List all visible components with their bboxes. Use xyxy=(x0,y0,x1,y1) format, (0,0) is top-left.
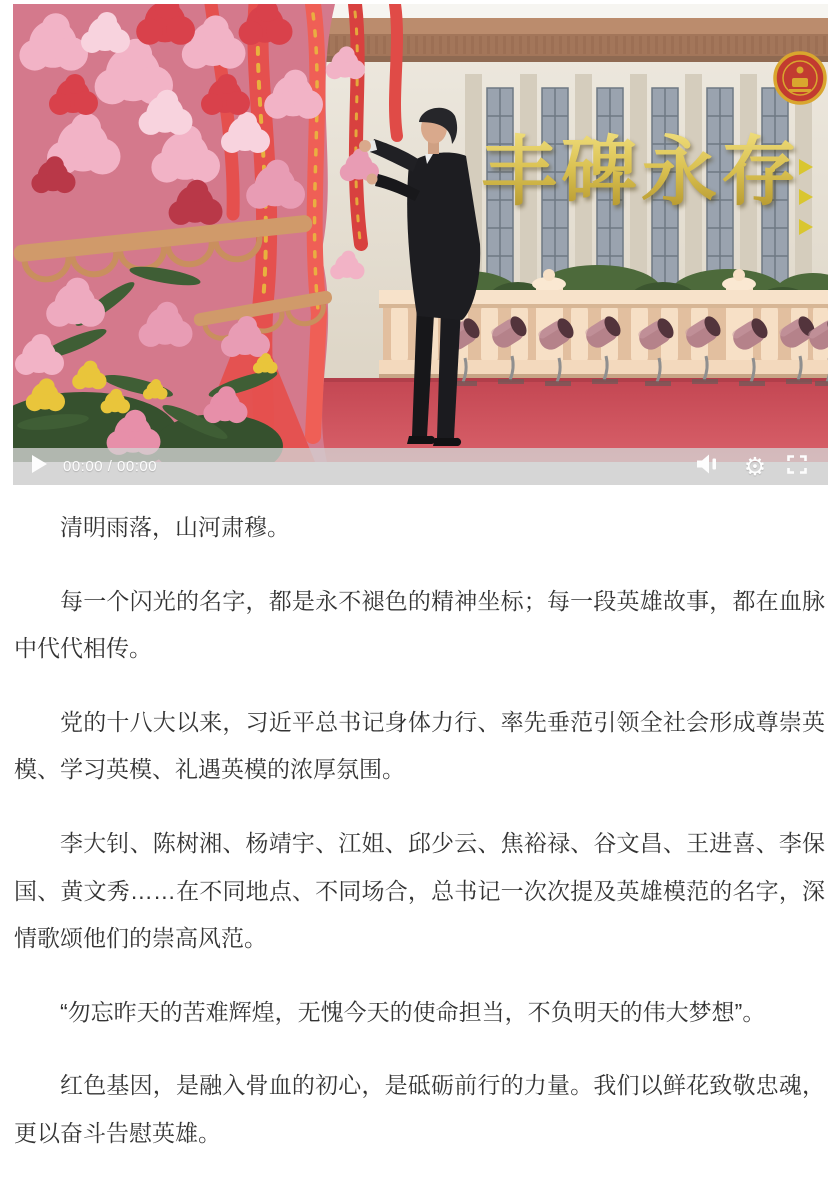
article-page xyxy=(0,4,839,1158)
national-emblem xyxy=(775,53,825,103)
video-player[interactable] xyxy=(13,4,828,485)
video-controls xyxy=(13,448,828,485)
video-poster xyxy=(13,4,828,462)
paragraph-6: 红色基因，是融入骨血的初心，是砥砺前行的力量。我们以鲜花致敬忠魂，更以奋斗告慰英雄。 xyxy=(14,1072,825,1147)
building-eave xyxy=(303,18,828,62)
volume-button[interactable] xyxy=(696,457,722,477)
paragraph-5: “勿忘昨天的苦难辉煌，无愧今天的使命担当，不负明天的伟大梦想”。 xyxy=(60,998,766,1025)
paragraph-3: 党的十八大以来，习近平总书记身体力行、率先垂范引领全社会形成尊崇英模、学习英模、礼遇英模的浓厚氛围。 xyxy=(14,708,825,783)
gear-icon: ⚙ xyxy=(743,451,767,481)
time-display: 00:00 / 00:00 xyxy=(63,458,158,475)
paragraph-2: 每一个闪光的名字，都是永不褪色的精神坐标；每一段英雄故事，都在血脉中代代相传。 xyxy=(14,587,825,662)
paragraph-1: 清明雨落，山河肃穆。 xyxy=(60,514,290,540)
settings-button[interactable] xyxy=(742,451,768,481)
paragraph-4: 李大钊、陈树湘、杨靖宇、江姐、邱少云、焦裕禄、谷文昌、王进喜、李保国、黄文秀……在不同地点、不同场合，总书记一次次提及英雄模范的名字，深情歌颂他们的崇高风范。 xyxy=(14,830,825,952)
article-body xyxy=(0,504,839,1158)
corner-brackets-icon xyxy=(787,455,807,479)
fullscreen-button[interactable] xyxy=(786,457,808,477)
speaker-with-bar-icon xyxy=(697,454,721,479)
poster-scene xyxy=(13,4,828,462)
play-triangle-icon xyxy=(32,455,48,478)
video-overlay-title: 丰碑永存 xyxy=(481,130,825,214)
play-button[interactable] xyxy=(31,458,49,476)
